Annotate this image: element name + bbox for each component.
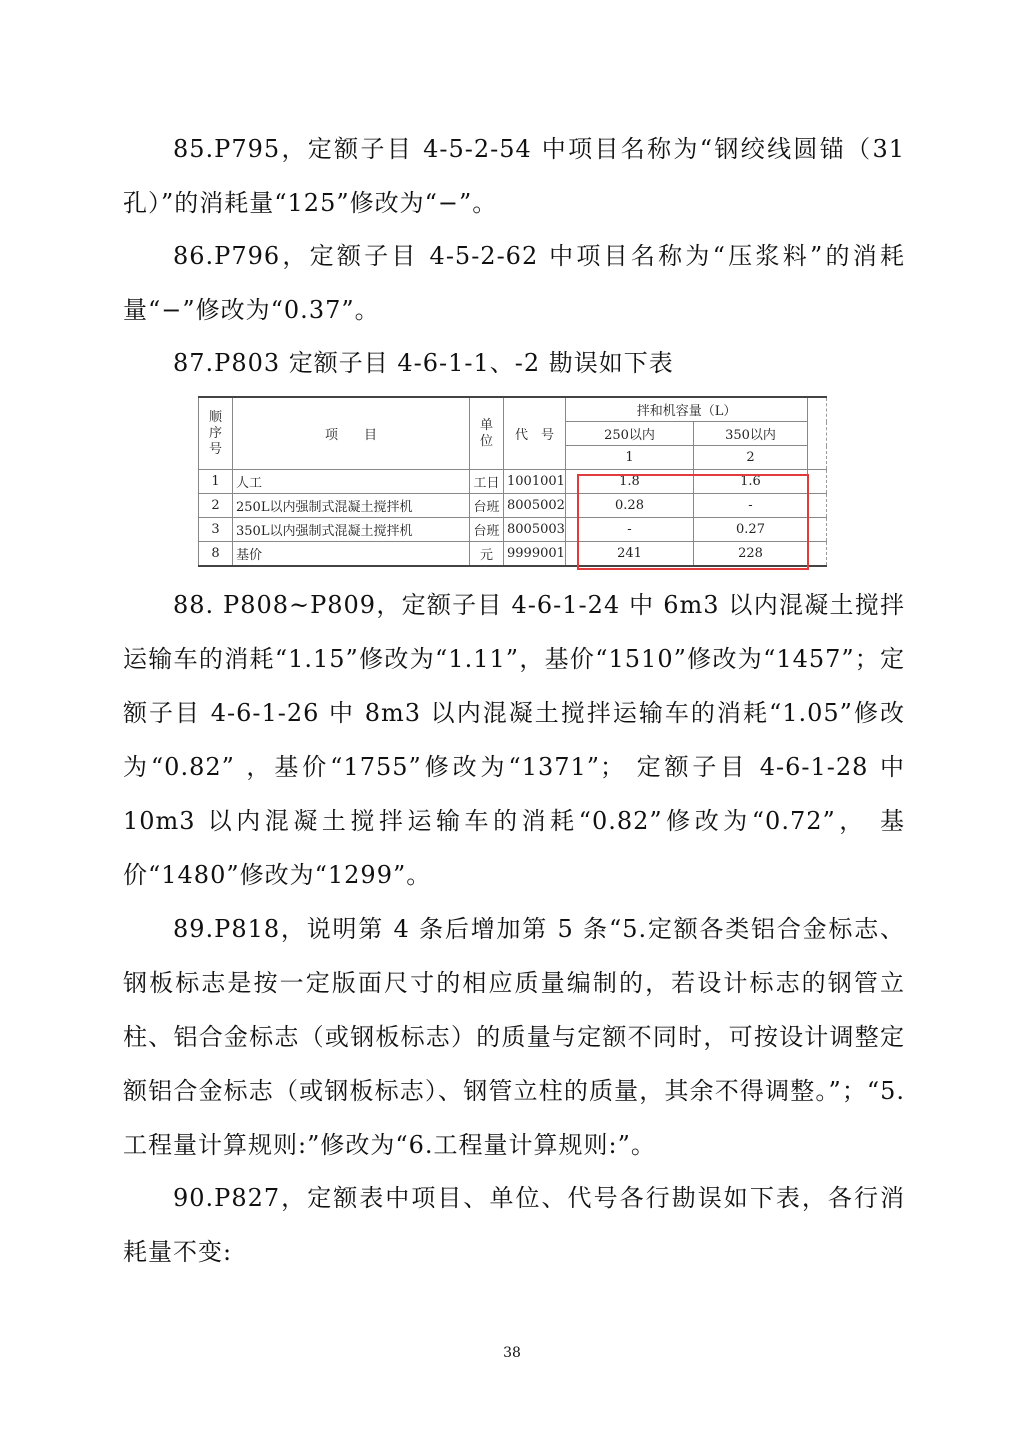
quota-table xyxy=(198,396,827,567)
row-seq: 3 xyxy=(199,518,233,542)
paragraph-89 xyxy=(123,902,905,1172)
row-blank xyxy=(808,542,827,567)
paragraph-85-text: 85.P795，定额子目 4-5-2-54 中项目名称为“钢绞线圆锚（31 孔）”的消耗量“125”修改为“−”。 xyxy=(123,135,905,217)
header-capacity: 拌和机容量（L） xyxy=(566,397,808,422)
row-seq: 8 xyxy=(199,542,233,567)
row-value-250: 0.28 xyxy=(566,494,694,518)
header-col-2-number: 2 xyxy=(694,446,808,470)
header-seq: 顺序号 xyxy=(199,397,233,470)
row-value-350: 1.6 xyxy=(694,470,808,494)
row-code: 8005003 xyxy=(504,518,566,542)
page-number: 38 xyxy=(503,1345,521,1361)
row-value-350: 0.27 xyxy=(694,518,808,542)
row-blank xyxy=(808,470,827,494)
row-seq: 2 xyxy=(199,494,233,518)
header-col-1-number: 1 xyxy=(566,446,694,470)
table-row xyxy=(199,518,827,542)
header-col-350: 350以内 xyxy=(694,422,808,446)
row-value-250: 241 xyxy=(566,542,694,567)
header-unit: 单位 xyxy=(470,397,504,470)
row-value-250: - xyxy=(566,518,694,542)
row-value-350: 228 xyxy=(694,542,808,567)
row-code: 8005002 xyxy=(504,494,566,518)
paragraph-87 xyxy=(123,336,905,390)
row-item: 基价 xyxy=(233,542,470,567)
row-unit: 工日 xyxy=(470,470,504,494)
paragraph-85 xyxy=(123,122,905,230)
table-row xyxy=(199,542,827,567)
paragraph-88 xyxy=(123,578,905,902)
row-code: 9999001 xyxy=(504,542,566,567)
correction-table xyxy=(198,396,826,574)
row-blank xyxy=(808,494,827,518)
header-code: 代 号 xyxy=(504,397,566,470)
table-row xyxy=(199,470,827,494)
row-blank xyxy=(808,518,827,542)
row-item: 350L以内强制式混凝土搅拌机 xyxy=(233,518,470,542)
table-row xyxy=(199,494,827,518)
row-item: 250L以内强制式混凝土搅拌机 xyxy=(233,494,470,518)
header-col-250: 250以内 xyxy=(566,422,694,446)
row-code: 1001001 xyxy=(504,470,566,494)
paragraph-86 xyxy=(123,229,905,337)
row-unit: 台班 xyxy=(470,494,504,518)
row-item: 人工 xyxy=(233,470,470,494)
header-blank xyxy=(808,397,827,470)
row-unit: 元 xyxy=(470,542,504,567)
row-unit: 台班 xyxy=(470,518,504,542)
row-value-350: - xyxy=(694,494,808,518)
row-value-250: 1.8 xyxy=(566,470,694,494)
paragraph-90-text: 90.P827，定额表中项目、单位、代号各行勘误如下表，各行消耗量不变: xyxy=(123,1184,905,1266)
paragraph-87-text: 87.P803 定额子目 4-6-1-1、-2 勘误如下表 xyxy=(173,349,674,377)
paragraph-88-text: 88. P808~P809，定额子目 4-6-1-24 中 6m3 以内混凝土搅拌运输车的消耗“1.15”修改为“1.11”，基价“1510”修改为“1457”；定额子目 4-6-1-26 中 8m3 以内混凝土搅拌运输车的消耗“1.05”修改为“0.82” ，基价“1755”修改为“1371”； 定额子目 4-6-1-28 中 10m3 以内混凝土搅拌运输车的消耗“0.82”修改为“0.72”， 基价“1480”修改为“1299”。 xyxy=(123,591,905,889)
paragraph-86-text: 86.P796，定额子目 4-5-2-62 中项目名称为“压浆料”的消耗量“−”修改为“0.37”。 xyxy=(123,242,905,324)
paragraph-90 xyxy=(123,1171,905,1279)
paragraph-89-text: 89.P818，说明第 4 条后增加第 5 条“5.定额各类铝合金标志、钢板标志是按一定版面尺寸的相应质量编制的，若设计标志的钢管立柱、铝合金标志（或钢板标志）的质量与定额不同时，可按设计调整定额铝合金标志（或钢板标志）、钢管立柱的质量，其余不得调整。”；“5.工程量计算规则:”修改为“6.工程量计算规则:”。 xyxy=(123,915,905,1159)
header-item: 项 目 xyxy=(233,397,470,470)
row-seq: 1 xyxy=(199,470,233,494)
